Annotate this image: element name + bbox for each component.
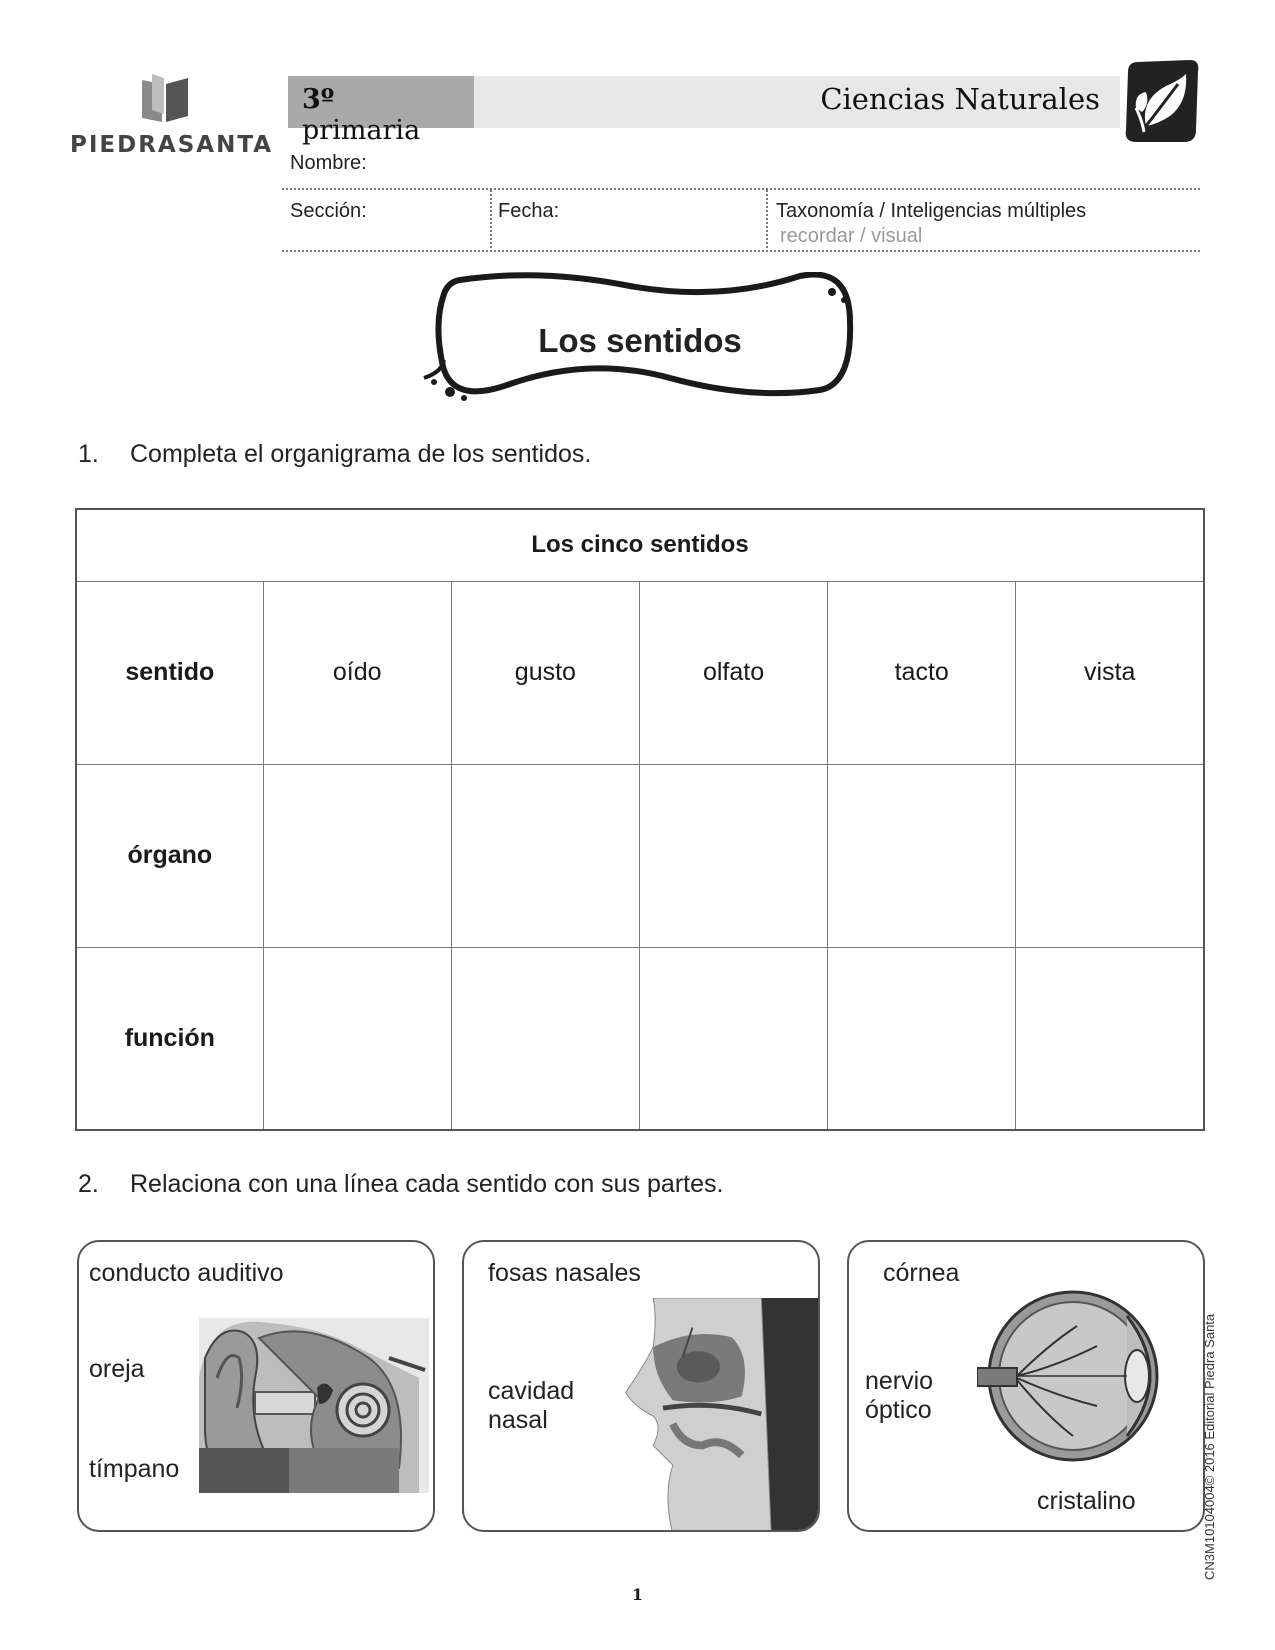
grade-label: [288, 76, 474, 146]
sense-cell: vista: [1016, 581, 1204, 764]
sense-cell: oído: [263, 581, 451, 764]
function-answer-cell[interactable]: [639, 947, 827, 1130]
eye-label-cornea: córnea: [883, 1259, 960, 1287]
organ-answer-cell[interactable]: [639, 764, 827, 947]
date-label: Fecha:: [498, 200, 560, 222]
organ-answer-cell[interactable]: [451, 764, 639, 947]
function-answer-cell[interactable]: [1016, 947, 1204, 1130]
function-answer-cell[interactable]: [263, 947, 451, 1130]
field-divider: [490, 190, 492, 248]
ear-label-auditory-canal: conducto auditivo: [89, 1259, 284, 1287]
table-row-function: [76, 947, 1204, 1130]
nose-diagram-icon: [622, 1298, 820, 1532]
name-field-line[interactable]: [282, 188, 1200, 190]
row-header: órgano: [76, 764, 263, 947]
function-answer-cell[interactable]: [451, 947, 639, 1130]
senses-table: [75, 508, 1205, 1131]
question-number: 1.: [78, 440, 99, 468]
question-text: Completa el organigrama de los sentidos.: [130, 440, 592, 468]
nose-box: [462, 1240, 820, 1532]
eye-label-lens: cristalino: [1037, 1487, 1136, 1515]
name-label: Nombre:: [290, 152, 367, 174]
page-title: Los sentidos: [538, 322, 742, 359]
ear-box: [77, 1240, 435, 1532]
eye-diagram-icon: [977, 1286, 1177, 1466]
function-answer-cell[interactable]: [828, 947, 1016, 1130]
ear-label-outer-ear: oreja: [89, 1355, 145, 1383]
nose-label-nasal-cavity-line1: cavidad: [488, 1377, 575, 1405]
row-header: sentido: [76, 581, 263, 764]
question-number: 2.: [78, 1170, 99, 1198]
question-text: Relaciona con una línea cada sentido con sus partes.: [130, 1170, 724, 1198]
nose-label-nostrils: fosas nasales: [488, 1259, 641, 1287]
grade-text: primaria: [302, 115, 421, 146]
table-row-organ: [76, 764, 1204, 947]
sense-cell: tacto: [828, 581, 1016, 764]
sense-cell: gusto: [451, 581, 639, 764]
subject-title: Ciencias Naturales: [474, 76, 1120, 128]
field-divider: [766, 190, 768, 248]
sense-cell: olfato: [639, 581, 827, 764]
taxonomy-label: Taxonomía / Inteligencias múltiples: [776, 200, 1087, 222]
publisher-logo: [70, 74, 274, 164]
book-icon: [140, 74, 190, 122]
organ-answer-cell[interactable]: [828, 764, 1016, 947]
eye-label-optic-nerve-line1: nervio: [865, 1367, 934, 1395]
section-label: Sección:: [290, 200, 367, 222]
ear-diagram-icon: [199, 1318, 429, 1493]
table-caption: Los cinco sentidos: [76, 509, 1204, 581]
page-number: 1: [631, 1585, 644, 1604]
form-bottom-line: [282, 250, 1200, 252]
taxonomy-value: recordar / visual: [780, 225, 923, 247]
organ-answer-cell[interactable]: [1016, 764, 1204, 947]
copyright-note: CN3M10104004© 2016 Editorial Piedra Santa: [1202, 1313, 1217, 1580]
ear-label-eardrum: tímpano: [89, 1455, 180, 1483]
eye-label-optic-nerve-line2: óptico: [865, 1396, 932, 1424]
table-row-sense: [76, 581, 1204, 764]
eye-box: [847, 1240, 1205, 1532]
leaf-icon: [1122, 60, 1200, 144]
organ-answer-cell[interactable]: [263, 764, 451, 947]
brand-name: PIEDRASANTA: [70, 132, 274, 158]
grade-number: 3º: [302, 84, 335, 115]
row-header: función: [76, 947, 263, 1130]
nose-label-nasal-cavity-line2: nasal: [488, 1406, 548, 1434]
